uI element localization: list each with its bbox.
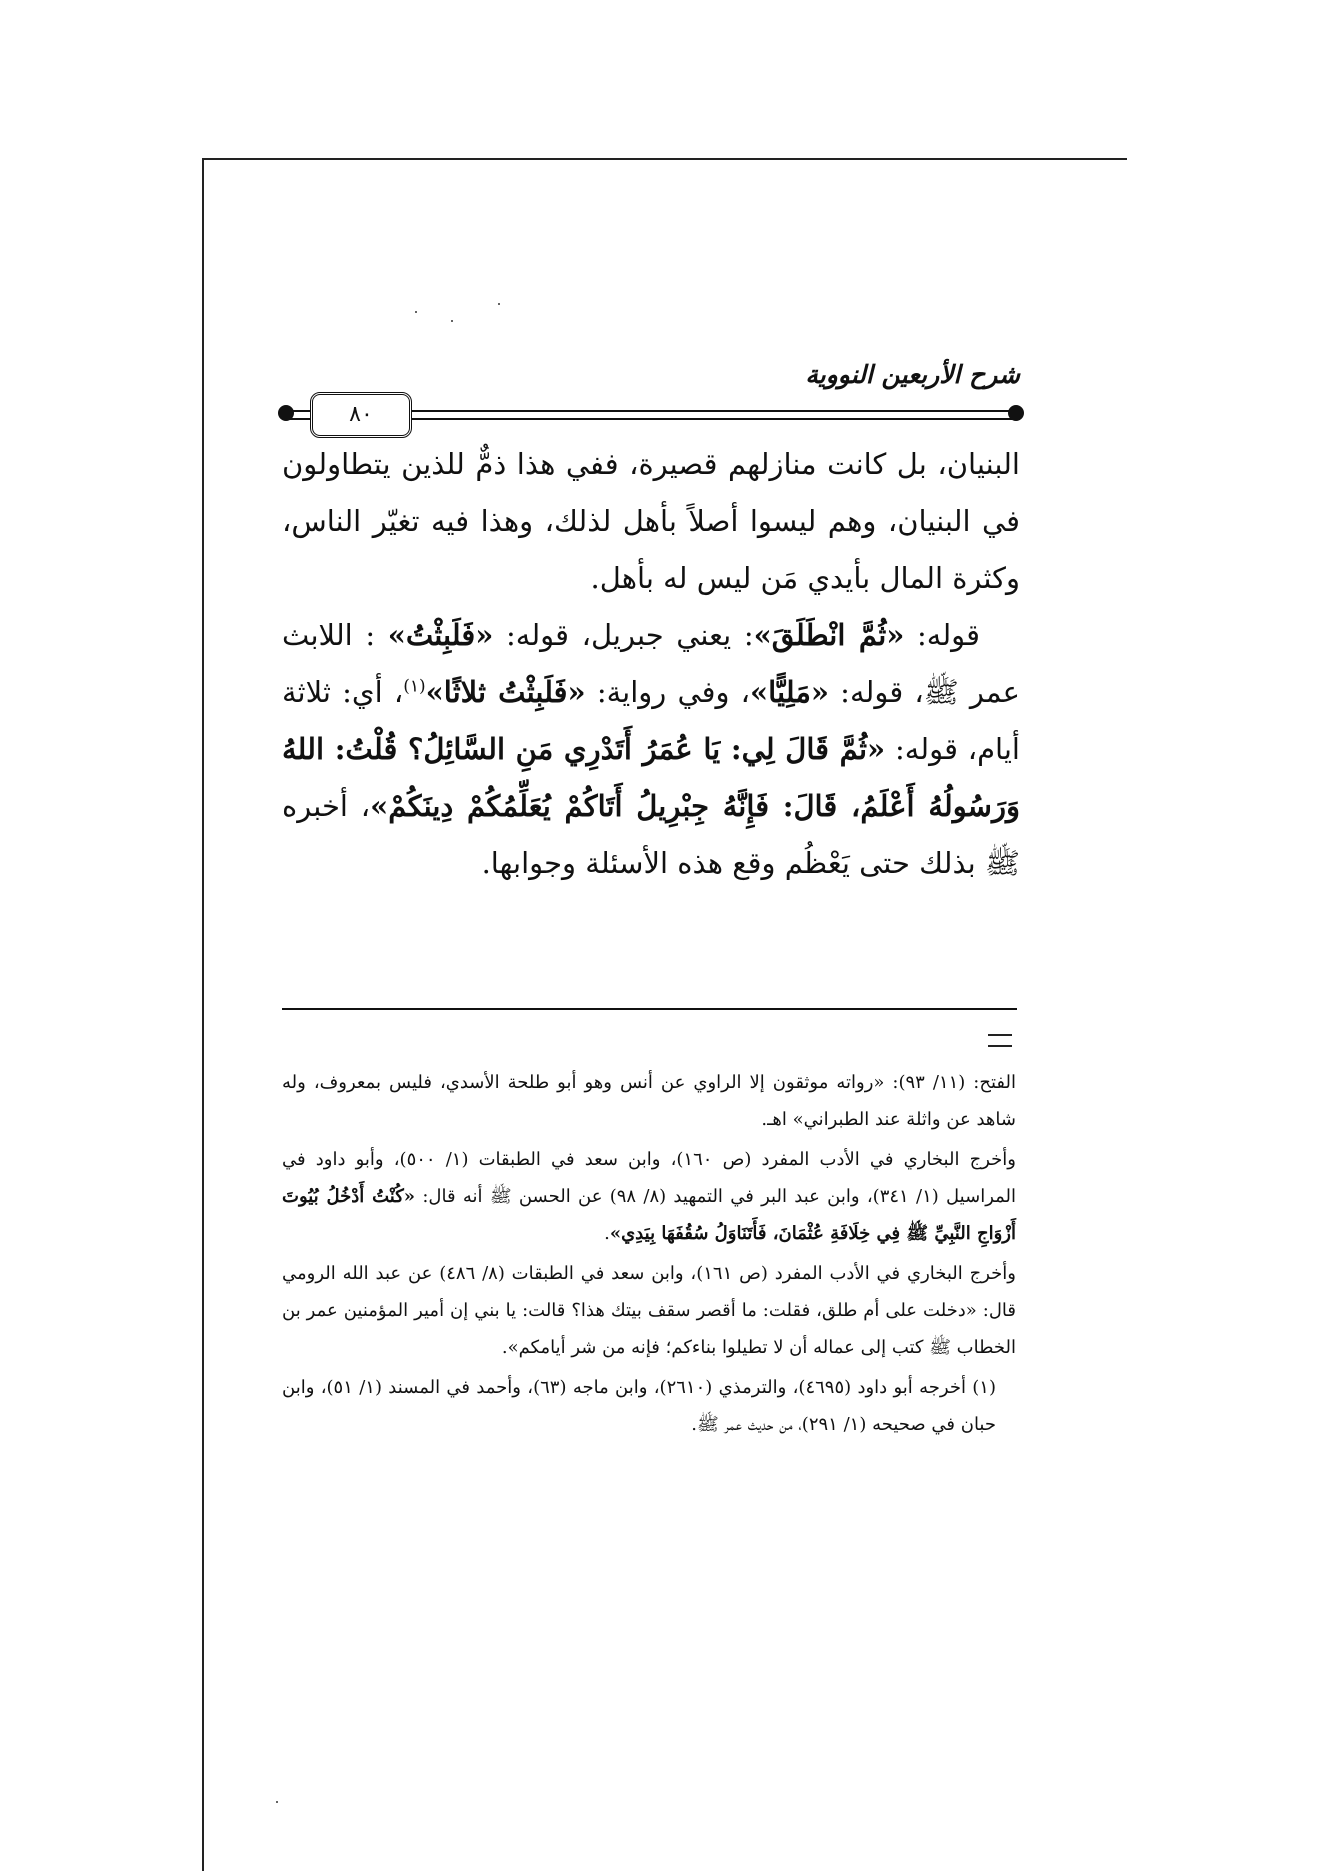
main-text	[282, 436, 1020, 892]
page-frame-left	[202, 158, 204, 1871]
text-run: .	[604, 1223, 610, 1244]
footnotes	[282, 1064, 1016, 1446]
footnote-continued-2	[282, 1141, 1016, 1252]
paragraph-1: البنيان، بل كانت منازلهم قصيرة، ففي هذا ذمٌّ للذين يتطاولون في البنيان، وهم ليسوا أصلاً بأهل لذلك، وهذا فيه تغيّر الناس، وكثرة المال بأيدي مَن ليس له بأهل.	[282, 447, 1020, 595]
header-ornament-dot	[278, 405, 294, 421]
header-ornament-dot	[1008, 405, 1024, 421]
footnote-continued-3: وأخرج البخاري في الأدب المفرد (ص ١٦١)، وابن سعد في الطبقات (٨/ ٤٨٦) عن عبد الله الرومي قال: «دخلت على أم طلق، فقلت: ما أقصر سقف بيتك هذا؟ قالت: يا بني إن أمير المؤمنين عمر بن الخطاب ﷺ كتب إلى عماله أن لا تطيلوا بناءكم؛ فإنه من شر أيامكم».	[282, 1263, 1016, 1358]
hadith-quote: «مَلِيًّا»	[750, 675, 830, 709]
paragraph-2	[282, 607, 1020, 892]
page-number: ٨٠	[310, 392, 412, 438]
page-content	[282, 360, 1020, 892]
hadith-quote: «ثُمَّ انْطَلَقَ»	[753, 618, 905, 652]
scan-speck	[498, 303, 500, 305]
footnote-separator	[282, 1008, 1017, 1010]
page-frame-top	[202, 158, 1127, 160]
footnote-1: (١) أخرجه أبو داود (٤٦٩٥)، والترمذي (٢٦١٠)، وابن ماجه (٦٣)، وأحمد في المسند (١/ ٥١)، وابن حبان في صحيحه (١/ ٢٩١)، من حديث عمر ﷺ.	[282, 1377, 996, 1435]
scan-speck	[276, 1801, 278, 1803]
hadith-quote: «ثُمَّ قَالَ لِي: يَا عُمَرُ أَتَدْرِي مَنِ السَّائِلُ؟ قُلْتُ: اللهُ وَرَسُولُهُ أَعْلَمُ، قَالَ: فَإِنَّهُ جِبْرِيلُ أَتَاكُمْ يُعَلِّمُكُمْ دِينَكُمْ»	[282, 732, 1020, 823]
book-title: شرح الأربعين النووية	[805, 360, 1020, 389]
text-run: ، وفي رواية:	[585, 675, 751, 709]
hadith-quote: «كُنْتُ أَدْخُلُ بُيُوتَ أَزْوَاجِ النَّبِيِّ ﷺ فِي خِلَافَةِ عُثْمَانَ، فَأَتَنَاوَلُ سُقُفَهَا بِيَدِي»	[282, 1186, 1016, 1244]
text-run: قوله:	[904, 618, 980, 652]
scan-speck	[415, 311, 417, 313]
text-run: وأخرج البخاري في الأدب المفرد (ص ١٦٠)، وابن سعد في الطبقات (١/ ٥٠٠)، وأبو داود في المراسيل (١/ ٣٤١)، وابن عبد البر في التمهيد (٨/ ٩٨) عن الحسن ﷺ أنه قال:	[282, 1149, 1017, 1207]
running-header	[282, 360, 1020, 430]
text-run: : يعني جبريل، قوله:	[493, 618, 754, 652]
text-run: ، أخبره ﷺ بذلك حتى يَعْظُم وقع هذه الأسئلة وجوابها.	[282, 789, 1020, 880]
hadith-quote: «فَلَبِثْتُ ثلاثًا»	[425, 675, 586, 709]
footnote-continued-1: الفتح: (١١/ ٩٣): «رواته موثقون إلا الراوي عن أنس وهو أبو طلحة الأسدي، فليس بمعروف، وله شاهد عن واثلة عند الطبراني» اهـ.	[282, 1072, 1016, 1130]
scan-speck	[451, 320, 453, 322]
footnote-ref: (١)	[403, 676, 426, 697]
hadith-quote: «فَلَبِثْتُ»	[387, 618, 494, 652]
text-run: : اللابث عمر ﷺ، قوله:	[282, 618, 1020, 709]
continuation-mark	[988, 1034, 1012, 1047]
text-run: ، أي: ثلاثة أيام، قوله:	[282, 675, 1020, 766]
